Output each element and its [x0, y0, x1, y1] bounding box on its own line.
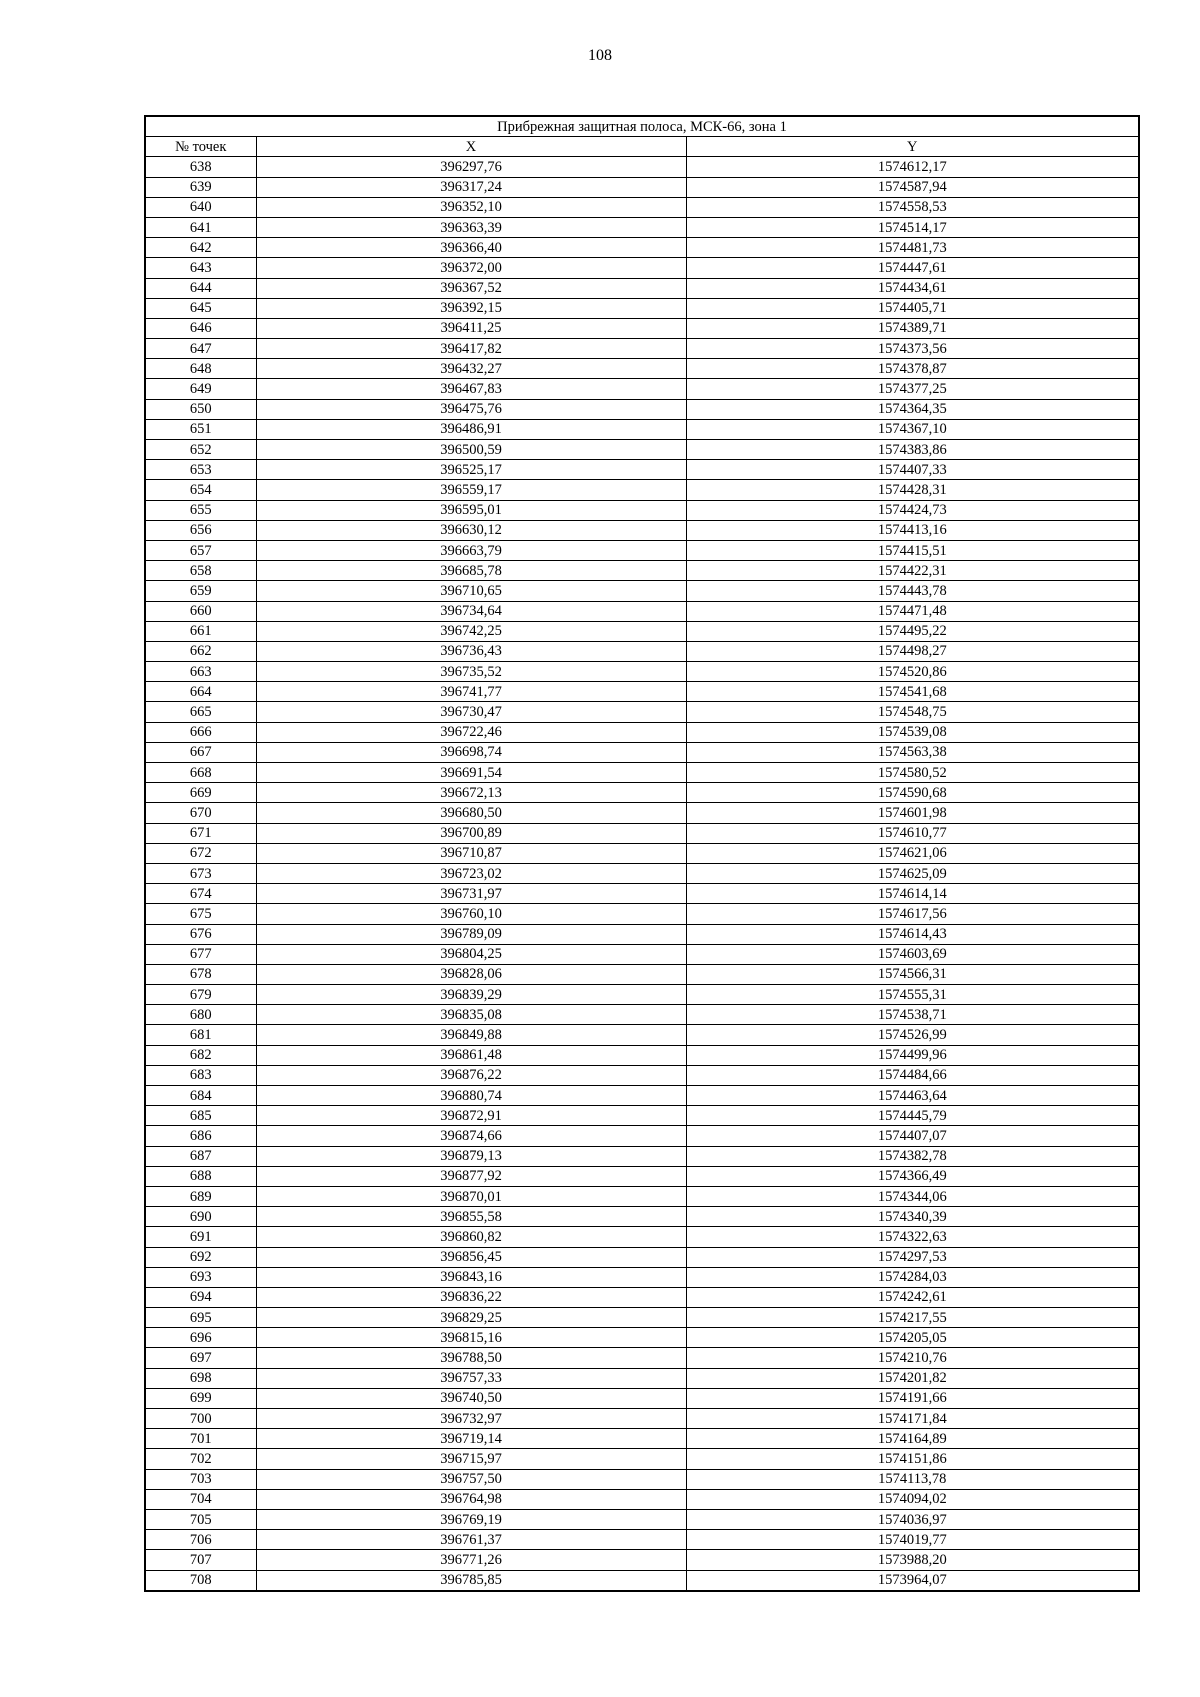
x-coordinate-cell: 396785,85 — [256, 1570, 686, 1591]
y-coordinate-cell: 1574587,94 — [686, 177, 1139, 197]
x-coordinate-cell: 396741,77 — [256, 682, 686, 702]
x-coordinate-cell: 396764,98 — [256, 1489, 686, 1509]
x-coordinate-cell: 396691,54 — [256, 763, 686, 783]
x-coordinate-cell: 396672,13 — [256, 783, 686, 803]
y-coordinate-cell: 1574548,75 — [686, 702, 1139, 722]
table-row — [145, 217, 1139, 237]
table-row — [145, 298, 1139, 318]
y-coordinate-cell: 1574405,71 — [686, 298, 1139, 318]
x-coordinate-cell: 396740,50 — [256, 1388, 686, 1408]
x-coordinate-cell: 396835,08 — [256, 1005, 686, 1025]
y-coordinate-cell: 1574383,86 — [686, 440, 1139, 460]
y-coordinate-cell: 1574558,53 — [686, 197, 1139, 217]
point-number-cell: 707 — [145, 1550, 256, 1570]
point-number-cell: 660 — [145, 601, 256, 621]
table-body — [145, 157, 1139, 1591]
table-row — [145, 177, 1139, 197]
y-coordinate-cell: 1574514,17 — [686, 217, 1139, 237]
table-row — [145, 157, 1139, 177]
point-number-cell: 686 — [145, 1126, 256, 1146]
x-coordinate-cell: 396715,97 — [256, 1449, 686, 1469]
x-coordinate-cell: 396732,97 — [256, 1409, 686, 1429]
x-coordinate-cell: 396392,15 — [256, 298, 686, 318]
x-coordinate-cell: 396877,92 — [256, 1166, 686, 1186]
x-coordinate-cell: 396731,97 — [256, 884, 686, 904]
point-number-cell: 695 — [145, 1308, 256, 1328]
x-coordinate-cell: 396861,48 — [256, 1045, 686, 1065]
x-coordinate-cell: 396723,02 — [256, 863, 686, 883]
table-row — [145, 359, 1139, 379]
table-row — [145, 763, 1139, 783]
x-coordinate-cell: 396874,66 — [256, 1126, 686, 1146]
y-coordinate-cell: 1574539,08 — [686, 722, 1139, 742]
table-row — [145, 460, 1139, 480]
point-number-cell: 698 — [145, 1368, 256, 1388]
y-coordinate-cell: 1574563,38 — [686, 742, 1139, 762]
point-number-cell: 671 — [145, 823, 256, 843]
y-coordinate-cell: 1574389,71 — [686, 318, 1139, 338]
y-coordinate-cell: 1574428,31 — [686, 480, 1139, 500]
point-number-cell: 642 — [145, 238, 256, 258]
y-coordinate-cell: 1574625,09 — [686, 863, 1139, 883]
table-row — [145, 682, 1139, 702]
x-coordinate-cell: 396663,79 — [256, 540, 686, 560]
column-header-y: Y — [686, 137, 1139, 157]
y-coordinate-cell: 1574603,69 — [686, 944, 1139, 964]
y-coordinate-cell: 1574036,97 — [686, 1509, 1139, 1529]
x-coordinate-cell: 396475,76 — [256, 399, 686, 419]
y-coordinate-cell: 1574019,77 — [686, 1530, 1139, 1550]
table-row — [145, 440, 1139, 460]
page-number: 108 — [588, 47, 612, 64]
table-row — [145, 1409, 1139, 1429]
point-number-cell: 673 — [145, 863, 256, 883]
point-number-cell: 701 — [145, 1429, 256, 1449]
table-row — [145, 1146, 1139, 1166]
y-coordinate-cell: 1574526,99 — [686, 1025, 1139, 1045]
y-coordinate-cell: 1574407,07 — [686, 1126, 1139, 1146]
table-row — [145, 662, 1139, 682]
x-coordinate-cell: 396417,82 — [256, 339, 686, 359]
table-row — [145, 1065, 1139, 1085]
point-number-cell: 651 — [145, 419, 256, 439]
point-number-cell: 679 — [145, 985, 256, 1005]
table-row — [145, 1186, 1139, 1206]
table-title: Прибрежная защитная полоса, МСК-66, зона 1 — [145, 116, 1139, 137]
x-coordinate-cell: 396849,88 — [256, 1025, 686, 1045]
point-number-cell: 682 — [145, 1045, 256, 1065]
table-row — [145, 1308, 1139, 1328]
point-number-cell: 675 — [145, 904, 256, 924]
point-number-cell: 667 — [145, 742, 256, 762]
x-coordinate-cell: 396710,87 — [256, 843, 686, 863]
x-coordinate-cell: 396829,25 — [256, 1308, 686, 1328]
y-coordinate-cell: 1573964,07 — [686, 1570, 1139, 1591]
y-coordinate-cell: 1574601,98 — [686, 803, 1139, 823]
y-coordinate-cell: 1574610,77 — [686, 823, 1139, 843]
x-coordinate-cell: 396736,43 — [256, 641, 686, 661]
table-row — [145, 278, 1139, 298]
point-number-cell: 653 — [145, 460, 256, 480]
table-row — [145, 1106, 1139, 1126]
table-row — [145, 924, 1139, 944]
y-coordinate-cell: 1574284,03 — [686, 1267, 1139, 1287]
y-coordinate-cell: 1574617,56 — [686, 904, 1139, 924]
table-row — [145, 904, 1139, 924]
y-coordinate-cell: 1574447,61 — [686, 258, 1139, 278]
table-row — [145, 419, 1139, 439]
point-number-cell: 685 — [145, 1106, 256, 1126]
point-number-cell: 680 — [145, 1005, 256, 1025]
x-coordinate-cell: 396685,78 — [256, 561, 686, 581]
y-coordinate-cell: 1574366,49 — [686, 1166, 1139, 1186]
y-coordinate-cell: 1574566,31 — [686, 964, 1139, 984]
y-coordinate-cell: 1574205,05 — [686, 1328, 1139, 1348]
point-number-cell: 665 — [145, 702, 256, 722]
x-coordinate-cell: 396352,10 — [256, 197, 686, 217]
point-number-cell: 669 — [145, 783, 256, 803]
table-row — [145, 1570, 1139, 1591]
x-coordinate-cell: 396856,45 — [256, 1247, 686, 1267]
point-number-cell: 661 — [145, 621, 256, 641]
table-row — [145, 1368, 1139, 1388]
point-number-cell: 649 — [145, 379, 256, 399]
table-row — [145, 1086, 1139, 1106]
point-number-cell: 696 — [145, 1328, 256, 1348]
y-coordinate-cell: 1574555,31 — [686, 985, 1139, 1005]
x-coordinate-cell: 396722,46 — [256, 722, 686, 742]
table-row — [145, 944, 1139, 964]
point-number-cell: 643 — [145, 258, 256, 278]
table-row — [145, 540, 1139, 560]
point-number-cell: 659 — [145, 581, 256, 601]
point-number-cell: 647 — [145, 339, 256, 359]
x-coordinate-cell: 396788,50 — [256, 1348, 686, 1368]
point-number-cell: 700 — [145, 1409, 256, 1429]
x-coordinate-cell: 396872,91 — [256, 1106, 686, 1126]
point-number-cell: 668 — [145, 763, 256, 783]
table-row — [145, 722, 1139, 742]
table-row — [145, 1550, 1139, 1570]
table-row — [145, 803, 1139, 823]
table-row — [145, 1388, 1139, 1408]
column-header-x: X — [256, 137, 686, 157]
x-coordinate-cell: 396742,25 — [256, 621, 686, 641]
y-coordinate-cell: 1574614,14 — [686, 884, 1139, 904]
y-coordinate-cell: 1574217,55 — [686, 1308, 1139, 1328]
x-coordinate-cell: 396735,52 — [256, 662, 686, 682]
x-coordinate-cell: 396559,17 — [256, 480, 686, 500]
point-number-cell: 640 — [145, 197, 256, 217]
point-number-cell: 689 — [145, 1186, 256, 1206]
table-row — [145, 1166, 1139, 1186]
x-coordinate-cell: 396789,09 — [256, 924, 686, 944]
x-coordinate-cell: 396771,26 — [256, 1550, 686, 1570]
y-coordinate-cell: 1574481,73 — [686, 238, 1139, 258]
y-coordinate-cell: 1574382,78 — [686, 1146, 1139, 1166]
x-coordinate-cell: 396698,74 — [256, 742, 686, 762]
x-coordinate-cell: 396734,64 — [256, 601, 686, 621]
table-row — [145, 1005, 1139, 1025]
x-coordinate-cell: 396467,83 — [256, 379, 686, 399]
y-coordinate-cell: 1574614,43 — [686, 924, 1139, 944]
table-row — [145, 480, 1139, 500]
table-row — [145, 1530, 1139, 1550]
y-coordinate-cell: 1574094,02 — [686, 1489, 1139, 1509]
x-coordinate-cell: 396839,29 — [256, 985, 686, 1005]
table-row — [145, 964, 1139, 984]
point-number-cell: 650 — [145, 399, 256, 419]
point-number-cell: 657 — [145, 540, 256, 560]
x-coordinate-cell: 396860,82 — [256, 1227, 686, 1247]
y-coordinate-cell: 1574151,86 — [686, 1449, 1139, 1469]
point-number-cell: 705 — [145, 1509, 256, 1529]
x-coordinate-cell: 396363,39 — [256, 217, 686, 237]
x-coordinate-cell: 396486,91 — [256, 419, 686, 439]
point-number-cell: 638 — [145, 157, 256, 177]
table-row — [145, 1489, 1139, 1509]
point-number-cell: 670 — [145, 803, 256, 823]
y-coordinate-cell: 1574498,27 — [686, 641, 1139, 661]
x-coordinate-cell: 396836,22 — [256, 1287, 686, 1307]
y-coordinate-cell: 1574171,84 — [686, 1409, 1139, 1429]
table-row — [145, 863, 1139, 883]
x-coordinate-cell: 396757,33 — [256, 1368, 686, 1388]
y-coordinate-cell: 1574424,73 — [686, 500, 1139, 520]
x-coordinate-cell: 396719,14 — [256, 1429, 686, 1449]
point-number-cell: 690 — [145, 1207, 256, 1227]
y-coordinate-cell: 1574297,53 — [686, 1247, 1139, 1267]
x-coordinate-cell: 396828,06 — [256, 964, 686, 984]
y-coordinate-cell: 1574413,16 — [686, 520, 1139, 540]
table-row — [145, 1025, 1139, 1045]
table-row — [145, 500, 1139, 520]
point-number-cell: 692 — [145, 1247, 256, 1267]
table-row — [145, 1247, 1139, 1267]
x-coordinate-cell: 396876,22 — [256, 1065, 686, 1085]
table-row — [145, 258, 1139, 278]
y-coordinate-cell: 1574495,22 — [686, 621, 1139, 641]
table-row — [145, 641, 1139, 661]
x-coordinate-cell: 396769,19 — [256, 1509, 686, 1529]
y-coordinate-cell: 1574378,87 — [686, 359, 1139, 379]
column-header-point-number: № точек — [145, 137, 256, 157]
x-coordinate-cell: 396880,74 — [256, 1086, 686, 1106]
point-number-cell: 691 — [145, 1227, 256, 1247]
y-coordinate-cell: 1574113,78 — [686, 1469, 1139, 1489]
point-number-cell: 676 — [145, 924, 256, 944]
x-coordinate-cell: 396700,89 — [256, 823, 686, 843]
x-coordinate-cell: 396432,27 — [256, 359, 686, 379]
y-coordinate-cell: 1574443,78 — [686, 581, 1139, 601]
x-coordinate-cell: 396500,59 — [256, 440, 686, 460]
table-row — [145, 197, 1139, 217]
table-row — [145, 1328, 1139, 1348]
table-row — [145, 742, 1139, 762]
y-coordinate-cell: 1574422,31 — [686, 561, 1139, 581]
x-coordinate-cell: 396525,17 — [256, 460, 686, 480]
table-row — [145, 621, 1139, 641]
y-coordinate-cell: 1574340,39 — [686, 1207, 1139, 1227]
x-coordinate-cell: 396879,13 — [256, 1146, 686, 1166]
table-row — [145, 379, 1139, 399]
point-number-cell: 694 — [145, 1287, 256, 1307]
y-coordinate-cell: 1574322,63 — [686, 1227, 1139, 1247]
x-coordinate-cell: 396761,37 — [256, 1530, 686, 1550]
x-coordinate-cell: 396367,52 — [256, 278, 686, 298]
point-number-cell: 706 — [145, 1530, 256, 1550]
table-row — [145, 318, 1139, 338]
point-number-cell: 704 — [145, 1489, 256, 1509]
point-number-cell: 646 — [145, 318, 256, 338]
y-coordinate-cell: 1574407,33 — [686, 460, 1139, 480]
point-number-cell: 641 — [145, 217, 256, 237]
table-row — [145, 1227, 1139, 1247]
table-row — [145, 561, 1139, 581]
y-coordinate-cell: 1574191,66 — [686, 1388, 1139, 1408]
point-number-cell: 688 — [145, 1166, 256, 1186]
table-row — [145, 702, 1139, 722]
y-coordinate-cell: 1574580,52 — [686, 763, 1139, 783]
y-coordinate-cell: 1573988,20 — [686, 1550, 1139, 1570]
y-coordinate-cell: 1574373,56 — [686, 339, 1139, 359]
table-row — [145, 1287, 1139, 1307]
point-number-cell: 693 — [145, 1267, 256, 1287]
point-number-cell: 702 — [145, 1449, 256, 1469]
x-coordinate-cell: 396870,01 — [256, 1186, 686, 1206]
point-number-cell: 648 — [145, 359, 256, 379]
y-coordinate-cell: 1574499,96 — [686, 1045, 1139, 1065]
y-coordinate-cell: 1574210,76 — [686, 1348, 1139, 1368]
point-number-cell: 687 — [145, 1146, 256, 1166]
table-header-row — [145, 137, 1139, 157]
point-number-cell: 652 — [145, 440, 256, 460]
y-coordinate-cell: 1574344,06 — [686, 1186, 1139, 1206]
point-number-cell: 703 — [145, 1469, 256, 1489]
table-row — [145, 783, 1139, 803]
point-number-cell: 656 — [145, 520, 256, 540]
x-coordinate-cell: 396730,47 — [256, 702, 686, 722]
y-coordinate-cell: 1574541,68 — [686, 682, 1139, 702]
table-row — [145, 1045, 1139, 1065]
point-number-cell: 672 — [145, 843, 256, 863]
table-row — [145, 1348, 1139, 1368]
point-number-cell: 699 — [145, 1388, 256, 1408]
point-number-cell: 655 — [145, 500, 256, 520]
y-coordinate-cell: 1574612,17 — [686, 157, 1139, 177]
x-coordinate-cell: 396855,58 — [256, 1207, 686, 1227]
y-coordinate-cell: 1574364,35 — [686, 399, 1139, 419]
point-number-cell: 662 — [145, 641, 256, 661]
point-number-cell: 666 — [145, 722, 256, 742]
y-coordinate-cell: 1574520,86 — [686, 662, 1139, 682]
table-row — [145, 884, 1139, 904]
table-row — [145, 985, 1139, 1005]
x-coordinate-cell: 396815,16 — [256, 1328, 686, 1348]
point-number-cell: 677 — [145, 944, 256, 964]
table-row — [145, 843, 1139, 863]
coordinates-table — [144, 115, 1140, 1592]
y-coordinate-cell: 1574201,82 — [686, 1368, 1139, 1388]
point-number-cell: 681 — [145, 1025, 256, 1045]
table-row — [145, 1509, 1139, 1529]
x-coordinate-cell: 396680,50 — [256, 803, 686, 823]
y-coordinate-cell: 1574621,06 — [686, 843, 1139, 863]
point-number-cell: 683 — [145, 1065, 256, 1085]
point-number-cell: 664 — [145, 682, 256, 702]
y-coordinate-cell: 1574590,68 — [686, 783, 1139, 803]
point-number-cell: 658 — [145, 561, 256, 581]
point-number-cell: 654 — [145, 480, 256, 500]
point-number-cell: 697 — [145, 1348, 256, 1368]
point-number-cell: 708 — [145, 1570, 256, 1591]
table-row — [145, 1267, 1139, 1287]
x-coordinate-cell: 396804,25 — [256, 944, 686, 964]
x-coordinate-cell: 396411,25 — [256, 318, 686, 338]
y-coordinate-cell: 1574415,51 — [686, 540, 1139, 560]
x-coordinate-cell: 396595,01 — [256, 500, 686, 520]
table-row — [145, 581, 1139, 601]
table-row — [145, 520, 1139, 540]
y-coordinate-cell: 1574242,61 — [686, 1287, 1139, 1307]
y-coordinate-cell: 1574445,79 — [686, 1106, 1139, 1126]
table-row — [145, 1449, 1139, 1469]
x-coordinate-cell: 396630,12 — [256, 520, 686, 540]
table-row — [145, 339, 1139, 359]
x-coordinate-cell: 396710,65 — [256, 581, 686, 601]
point-number-cell: 663 — [145, 662, 256, 682]
x-coordinate-cell: 396757,50 — [256, 1469, 686, 1489]
point-number-cell: 684 — [145, 1086, 256, 1106]
x-coordinate-cell: 396317,24 — [256, 177, 686, 197]
table-row — [145, 238, 1139, 258]
x-coordinate-cell: 396843,16 — [256, 1267, 686, 1287]
point-number-cell: 674 — [145, 884, 256, 904]
x-coordinate-cell: 396297,76 — [256, 157, 686, 177]
point-number-cell: 639 — [145, 177, 256, 197]
point-number-cell: 644 — [145, 278, 256, 298]
y-coordinate-cell: 1574484,66 — [686, 1065, 1139, 1085]
y-coordinate-cell: 1574471,48 — [686, 601, 1139, 621]
table-title-row — [145, 116, 1139, 137]
x-coordinate-cell: 396366,40 — [256, 238, 686, 258]
y-coordinate-cell: 1574377,25 — [686, 379, 1139, 399]
x-coordinate-cell: 396760,10 — [256, 904, 686, 924]
table-row — [145, 399, 1139, 419]
table-row — [145, 601, 1139, 621]
y-coordinate-cell: 1574367,10 — [686, 419, 1139, 439]
point-number-cell: 645 — [145, 298, 256, 318]
x-coordinate-cell: 396372,00 — [256, 258, 686, 278]
y-coordinate-cell: 1574463,64 — [686, 1086, 1139, 1106]
table-row — [145, 823, 1139, 843]
table-row — [145, 1207, 1139, 1227]
y-coordinate-cell: 1574434,61 — [686, 278, 1139, 298]
table-row — [145, 1429, 1139, 1449]
table-row — [145, 1469, 1139, 1489]
y-coordinate-cell: 1574538,71 — [686, 1005, 1139, 1025]
y-coordinate-cell: 1574164,89 — [686, 1429, 1139, 1449]
point-number-cell: 678 — [145, 964, 256, 984]
table-row — [145, 1126, 1139, 1146]
